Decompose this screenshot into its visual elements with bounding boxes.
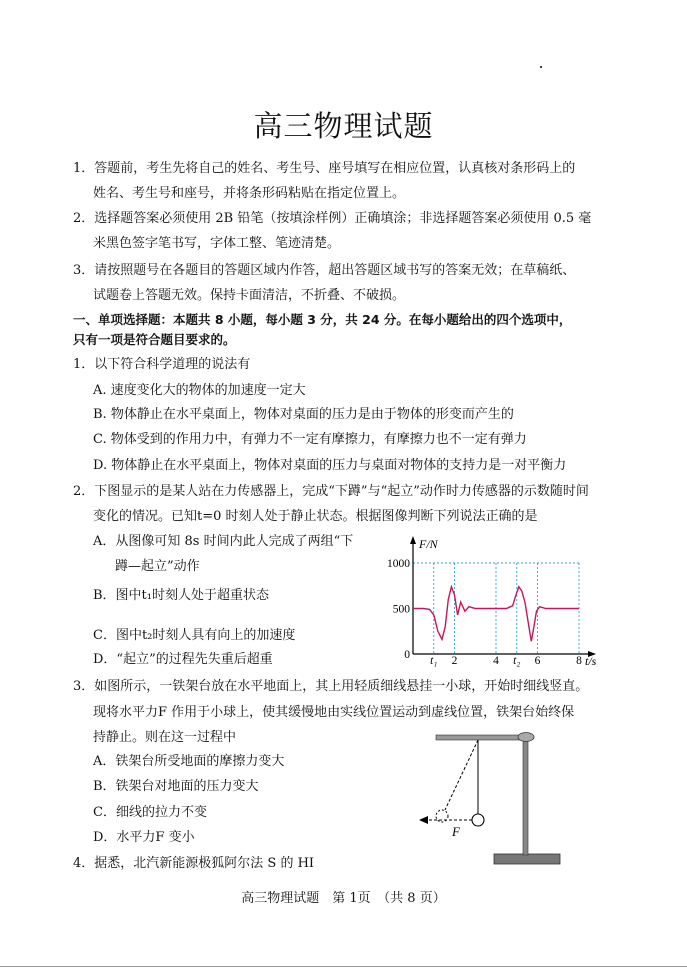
question-2-stem: 变化的情况。已知t=0 时刻人处于静止状态。根据图像判断下列说法正确的是 bbox=[93, 509, 538, 524]
x-tick-label: 6 bbox=[534, 655, 541, 667]
y-axis-label: F/N bbox=[419, 537, 438, 551]
x-tick-label: 8 bbox=[576, 655, 582, 667]
stand-rod bbox=[523, 740, 528, 855]
q2-option-d: D．“起立”的过程先失重后超重 bbox=[93, 652, 273, 667]
q2-option-c: C．图中t₂时刻人具有向上的加速度 bbox=[93, 628, 296, 643]
page-title: 高三物理试题 bbox=[253, 109, 434, 143]
q3-option-d: D．水平力F 变小 bbox=[93, 830, 195, 845]
q1-option-a: A. 速度变化大的物体的加速度一定大 bbox=[93, 383, 306, 398]
force-arrow-head bbox=[419, 816, 428, 824]
question-1-stem: 1．以下符合科学道理的说法有 bbox=[73, 357, 251, 372]
question-3-stem: 持静止。则在这一过程中 bbox=[93, 730, 237, 745]
x-tick-label: 4 bbox=[493, 655, 499, 667]
question-4-stem: 4．据悉，北汽新能源极狐阿尔法 S 的 HI bbox=[73, 856, 315, 871]
iron-stand-diagram bbox=[410, 728, 585, 873]
bottom-border bbox=[0, 966, 687, 967]
q1-option-c: C. 物体受到的作用力中，有弹力不一定有摩擦力，有摩擦力也不一定有弹力 bbox=[93, 432, 527, 447]
q3-option-b: B．铁架台对地面的压力变大 bbox=[93, 779, 259, 794]
question-3-stem: 3．如图所示，一铁架台放在水平地面上，其上用轻质细线悬挂一小球，开始时细线竖直。 bbox=[73, 679, 589, 694]
q2-option-b: B．图中t₁时刻人处于超重状态 bbox=[93, 588, 269, 603]
x-tick-label: t₂ bbox=[513, 655, 521, 667]
force-time-chart bbox=[380, 532, 610, 668]
string-dashed bbox=[445, 740, 478, 810]
y-axis-arrow bbox=[410, 536, 416, 544]
section-heading: 一、单项选择题：本题共 8 小题，每小题 3 分，共 24 分。在每小题给出的四个选项中， bbox=[73, 312, 572, 327]
stand-base bbox=[494, 854, 560, 864]
page-footer: 高三物理试题 第 1页 （共 8 页） bbox=[241, 891, 446, 906]
instruction-line: 2．选择题答案必须使用 2B 铅笔（按填涂样例）正确填涂；非选择题答案必须使用 0.5 毫 bbox=[73, 211, 592, 226]
force-curve bbox=[413, 587, 579, 642]
force-label: F bbox=[452, 824, 460, 839]
instruction-line: 姓名、考生号和座号，并将条形码粘贴在指定位置上。 bbox=[93, 186, 406, 201]
x-tick-label: t₁ bbox=[430, 655, 438, 667]
y-tick-label: 1000 bbox=[387, 558, 410, 570]
q1-option-b: B. 物体静止在水平桌面上，物体对桌面的压力是由于物体的形变而产生的 bbox=[93, 407, 514, 422]
question-3-stem: 现将水平力F 作用于小球上，使其缓慢地由实线位置运动到虚线位置，铁架台始终保 bbox=[93, 705, 575, 720]
instruction-line: 米黑色签字笔书写，字体工整、笔迹清楚。 bbox=[93, 236, 341, 251]
scan-dot bbox=[540, 66, 542, 68]
question-2-stem: 2．下图显示的是某人站在力传感器上，完成“下蹲”与“起立”动作时力传感器的示数随时间 bbox=[73, 484, 589, 499]
x-tick-label: 2 bbox=[451, 655, 458, 667]
instruction-line: 1．答题前，考生先将自己的姓名、考生号、座号填写在相应位置，认真核对条形码上的 bbox=[73, 161, 576, 176]
instruction-line: 试题卷上答题无效。保持卡面清洁，不折叠、不破损。 bbox=[93, 288, 406, 303]
x-axis-label: t/s bbox=[585, 654, 597, 668]
y-tick-label: 500 bbox=[392, 603, 410, 616]
y-tick-label: 0 bbox=[404, 649, 410, 661]
q2-option-a: A．从图像可知 8s 时间内此人完成了两组“下 bbox=[93, 534, 354, 549]
q3-option-c: C．细线的拉力不变 bbox=[93, 805, 207, 820]
q1-option-d: D. 物体静止在水平桌面上，物体对桌面的压力与桌面对物体的支持力是一对平衡力 bbox=[93, 458, 567, 473]
section-heading: 只有一项是符合题目要求的。 bbox=[73, 332, 236, 347]
instruction-line: 3．请按照题号在各题目的答题区域内作答，超出答题区域书写的答案无效；在草稿纸、 bbox=[73, 263, 576, 278]
stand-arm bbox=[436, 735, 528, 740]
q3-option-a: A．铁架台所受地面的摩擦力变大 bbox=[93, 754, 285, 769]
ball bbox=[472, 814, 484, 826]
q2-option-a-cont: 蹲—起立”动作 bbox=[115, 559, 200, 574]
stand-clamp bbox=[518, 733, 534, 742]
